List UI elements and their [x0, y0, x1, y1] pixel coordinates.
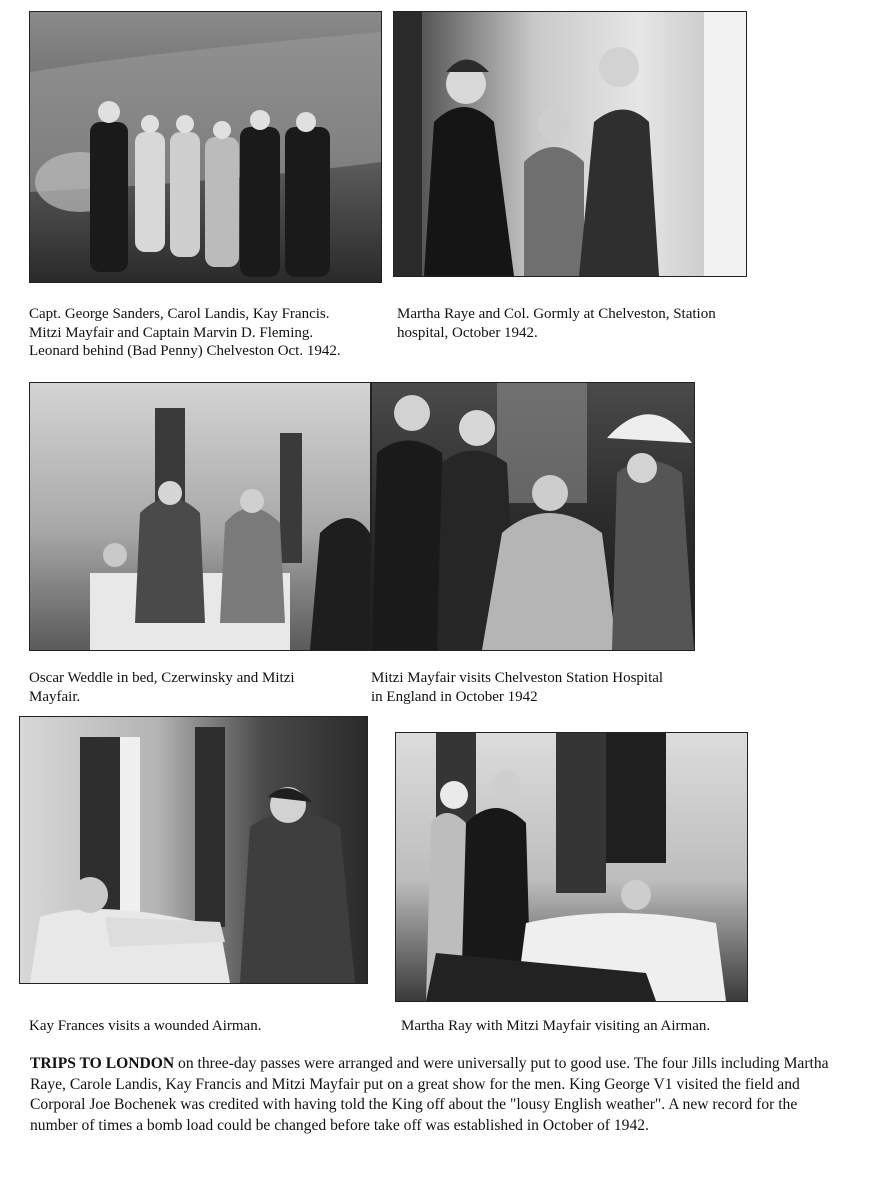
photo-handshake-image [20, 717, 367, 983]
photo-ward-airman [395, 732, 748, 1002]
caption-group-by-aircraft: Capt. George Sanders, Carol Landis, Kay Francis. Mitzi Mayfair and Captain Marvin D. Fleming. Leonard behind (Bad Penny) Chelveston Oct. 1942. [29, 306, 341, 359]
photo-ward-visit [29, 382, 371, 651]
photo-hospital-visit [393, 11, 747, 277]
photo-bedside-group [371, 382, 695, 651]
photo-ward-airman-image [396, 733, 747, 1001]
photo-handshake [19, 716, 368, 984]
body-text: on three-day passes were arranged and were universally put to good use. The four Jills including Martha Raye, Carole Landis, Kay Francis and Mitzi Mayfair put on a great show for the men. King George V1 visited the field and Corporal Joe Bochenek was credited with having told the King off about the "lousy English weather". A new record for the number of times a bomb load could be changed before take off was established in October of 1942. [30, 1055, 829, 1134]
photo-group-by-aircraft [29, 11, 382, 283]
caption-ward-visit: Oscar Weddle in bed, Czerwinsky and Mitzi Mayfair. [29, 670, 295, 705]
body-lead: TRIPS TO LONDON [30, 1055, 175, 1072]
photo-bedside-group-image [372, 383, 694, 650]
photo-ward-visit-image [30, 383, 370, 650]
caption-hospital-visit: Martha Raye and Col. Gormly at Chelveston, Station hospital, October 1942. [397, 306, 716, 341]
caption-ward-airman: Martha Ray with Mitzi Mayfair visiting an Airman. [401, 1018, 711, 1034]
caption-bedside-group: Mitzi Mayfair visits Chelveston Station Hospital in England in October 1942 [371, 670, 664, 705]
body-paragraph [30, 1054, 845, 1136]
photo-group-by-aircraft-image [30, 12, 381, 282]
photo-hospital-visit-image [394, 12, 746, 276]
caption-handshake: Kay Frances visits a wounded Airman. [29, 1018, 262, 1034]
